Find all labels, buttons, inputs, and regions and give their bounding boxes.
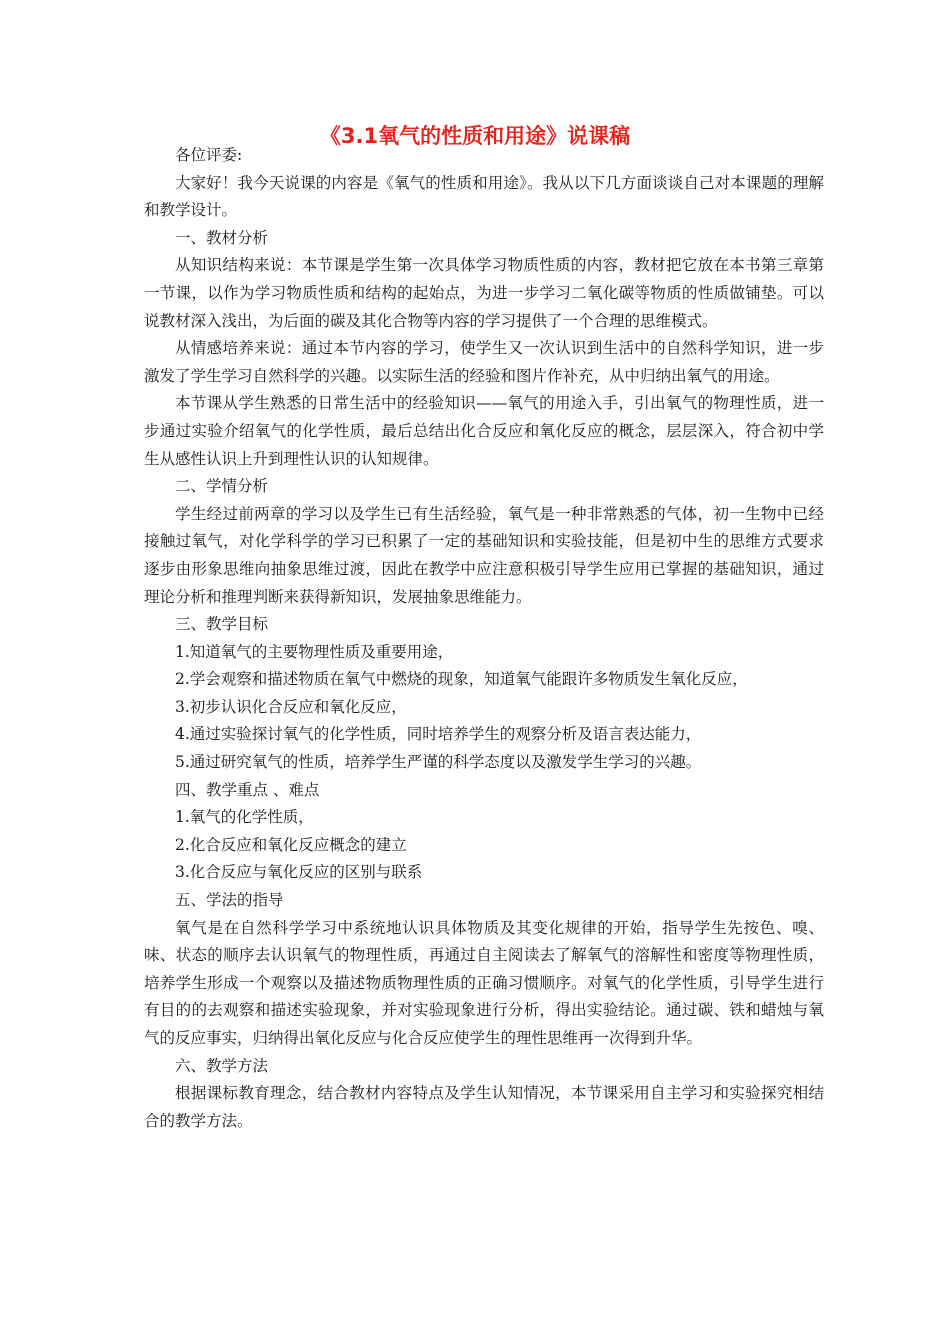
section-heading: 六、教学方法	[175, 1056, 269, 1075]
list-item: 4.通过实验探讨氧气的化学性质，同时培养学生的观察分析及语言表达能力，	[175, 725, 702, 744]
list-item: 1.氧气的化学性质，	[175, 808, 314, 827]
paragraph: 从情感培养来说：通过本节内容的学习，使学生又一次认识到生活中的自然科学知识，进一步激发了学生学习自然科学的兴趣。以实际生活的经验和图片作补充，从中归纳出氧气的用途。	[144, 339, 824, 385]
list-item: 1.知道氧气的主要物理性质及重要用途，	[175, 642, 454, 661]
list-item: 2.化合反应和氧化反应概念的建立	[175, 835, 407, 854]
document-body	[144, 142, 824, 1135]
document-title: 《3.1氧气的性质和用途》说课稿	[319, 124, 631, 148]
list-item: 5.通过研究氧气的性质，培养学生严谨的科学态度以及激发学生学习的兴趣。	[175, 753, 702, 772]
greeting: 各位评委:	[175, 146, 243, 164]
paragraph: 学生经过前两章的学习以及学生已有生活经验，氧气是一种非常熟悉的气体，初一生物中已经接触过氧气，对化学科学的学习已积累了一定的基础知识和实验技能，但是初中生的思维方式要求逐步由形象思维向抽象思维过渡，因此在教学中应注意积极引导学生应用已掌握的基础知识，通过理论分析和推理判断来获得新知识，发展抽象思维能力。	[144, 504, 824, 606]
section-heading: 三、教学目标	[175, 615, 269, 634]
section-heading: 五、学法的指导	[175, 891, 284, 910]
intro-paragraph: 大家好！我今天说课的内容是《氧气的性质和用途》。我从以下几方面谈谈自己对本课题的理解和教学设计。	[144, 173, 824, 220]
list-item: 2.学会观察和描述物质在氧气中燃烧的现象，知道氧气能跟许多物质发生氧化反应，	[175, 670, 748, 689]
paragraph: 本节课从学生熟悉的日常生活中的经验知识——氧气的用途入手，引出氧气的物理性质，进一步通过实验介绍氧气的化学性质，最后总结出化合反应和氧化反应的概念，层层深入，符合初中学生从感性认识上升到理性认识的认知规律。	[144, 394, 824, 468]
paragraph: 氧气是在自然科学学习中系统地认识具体物质及其变化规律的开始，指导学生先按色、嗅、味、状态的顺序去认识氧气的物理性质，再通过自主阅读去了解氧气的溶解性和密度等物理性质，培养学生形成一个观察以及描述物质物理性质的正确习惯顺序。对氧气的化学性质，引导学生进行有目的的去观察和描述实验现象，并对实验现象进行分析，得出实验结论。通过碳、铁和蜡烛与氧气的反应事实，归纳得出氧化反应与化合反应使学生的理性思维再一次得到升华。	[144, 918, 824, 1047]
paragraph: 从知识结构来说：本节课是学生第一次具体学习物质性质的内容，教材把它放在本书第三章第一节课，以作为学习物质性质和结构的起始点，为进一步学习二氧化碳等物质的性质做铺垫。可以说教材深入浅出，为后面的碳及其化合物等内容的学习提供了一个合理的思维模式。	[144, 256, 824, 330]
section-heading: 二、学情分析	[175, 477, 269, 496]
section-heading: 一、教材分析	[175, 228, 269, 247]
paragraph: 根据课标教育理念，结合教材内容特点及学生认知情况，本节课采用自主学习和实验探究相结合的教学方法。	[144, 1084, 824, 1130]
list-item: 3.初步认识化合反应和氧化反应，	[175, 697, 407, 716]
section-heading: 四、教学重点 、难点	[175, 780, 320, 799]
list-item: 3.化合反应与氧化反应的区别与联系	[175, 863, 423, 882]
